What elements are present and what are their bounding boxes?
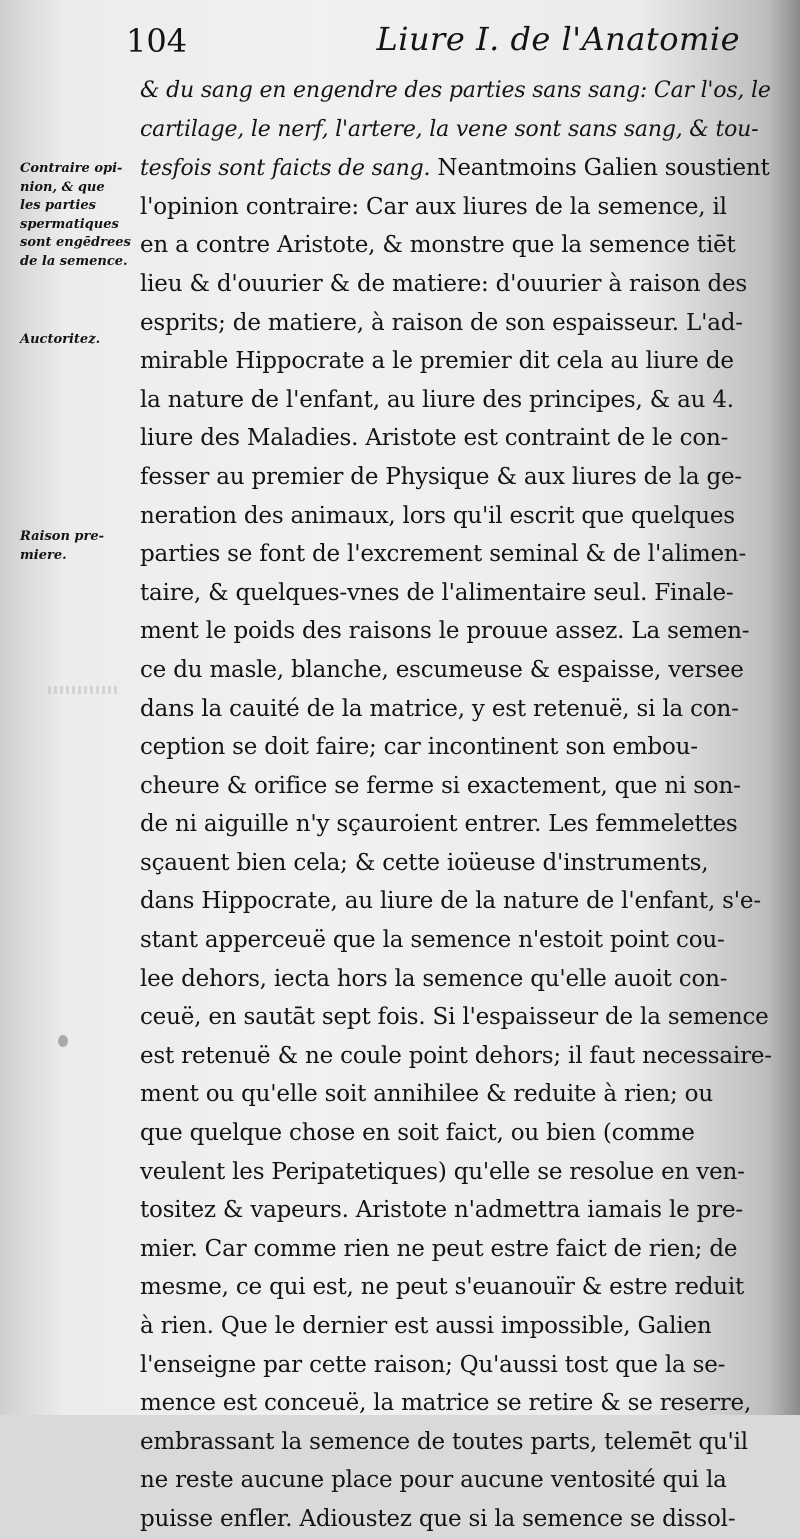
text-line: mesme, ce qui est, ne peut s'euanouïr & estre reduit: [140, 1274, 745, 1301]
text-line-roman-part: Neantmoins Galien soustient: [430, 155, 770, 182]
text-line: l'enseigne par cette raison; Qu'aussi tost que la se-: [140, 1351, 726, 1378]
text-line: à rien. Que le dernier est aussi impossible, Galien: [140, 1313, 712, 1339]
text-line: ment ou qu'elle soit annihilee & reduite à rien; ou: [140, 1081, 713, 1108]
margin-note-line: de la semence.: [20, 253, 128, 269]
page-header: [126, 18, 750, 58]
text-line: de ni aiguille n'y sçauroient entrer. Les femmelettes: [140, 811, 738, 838]
text-line: cartilage, le nerf, l'artere, la vene sont sans sang, & tou-: [140, 116, 759, 142]
text-line: embrassant la semence de toutes parts, telemēt qu'il: [140, 1428, 748, 1455]
margin-note-line: Contraire opi-: [20, 161, 123, 176]
text-line: sçauent bien cela; & cette ioüeuse d'instruments,: [140, 849, 709, 876]
text-line: l'opinion contraire: Car aux liures de la semence, il: [140, 193, 727, 220]
ink-smudge: [58, 1035, 68, 1047]
text-line: est retenuë & ne coule point dehors; il faut necessaire-: [140, 1042, 772, 1069]
margin-note-line: Raison pre-: [20, 529, 105, 544]
margin-note-line: miere.: [20, 547, 67, 563]
page-number: 104: [126, 22, 188, 60]
text-line: ment le poids des raisons le prouue assez. La semen-: [140, 618, 750, 645]
text-line: stant apperceuë que la semence n'estoit point cou-: [140, 927, 725, 954]
text-line: tositez & vapeurs. Aristote n'admettra iamais le pre-: [140, 1197, 743, 1224]
margin-note-line: sont engēdrees: [20, 235, 131, 250]
text-line: ceuë, en sautāt sept fois. Si l'espaisseur de la semence: [140, 1004, 769, 1031]
body-text: [140, 72, 772, 1539]
running-title: Liure I. de l'Anatomie: [376, 20, 740, 58]
text-line: ception se doit faire; car incontinent son embou-: [140, 734, 698, 761]
text-line: parties se font de l'excrement seminal & de l'alimen-: [140, 541, 747, 568]
margin-note-auctoritez: [20, 331, 100, 350]
text-line: ne reste aucune place pour aucune ventosité qui la: [140, 1467, 727, 1494]
text-line-italic-part: tesfois sont faicts de sang.: [140, 156, 431, 182]
text-line: & du sang en engendre des parties sans sang: Car l'os, le: [140, 78, 771, 103]
text-line: lee dehors, iecta hors la semence qu'elle auoit con-: [140, 965, 728, 992]
margin-note-line: Auctoritez.: [20, 332, 101, 347]
text-line: liure des Maladies. Aristote est contraint de le con-: [140, 425, 729, 452]
margin-note-line: les parties: [20, 198, 96, 213]
text-line: que quelque chose en soit faict, ou bien (comme: [140, 1120, 695, 1147]
text-line: [140, 149, 770, 188]
text-line: lieu & d'ouurier & de matiere: d'ouurier à raison des: [140, 270, 748, 297]
text-line: dans Hippocrate, au liure de la nature de l'enfant, s'e-: [140, 888, 761, 915]
text-line: mence est conceuë, la matrice se retire & se reserre,: [140, 1390, 752, 1417]
show-through-mark: [48, 686, 118, 694]
margin-note-contraire-opinion: [20, 160, 131, 271]
text-line: en a contre Aristote, & monstre que la semence tiēt: [140, 232, 736, 259]
text-line: fesser au premier de Physique & aux liures de la ge-: [140, 463, 743, 490]
text-line: mirable Hippocrate a le premier dit cela au liure de: [140, 348, 734, 375]
text-line: ce du masle, blanche, escumeuse & espaisse, versee: [140, 656, 744, 683]
margin-note-raison-premiere: [20, 528, 104, 565]
text-line: taire, & quelques-vnes de l'alimentaire seul. Finale-: [140, 579, 734, 606]
text-line: esprits; de matiere, à raison de son espaisseur. L'ad-: [140, 309, 743, 336]
text-line: veulent les Peripatetiques) qu'elle se resolue en ven-: [140, 1158, 745, 1185]
text-line: puisse enfler. Adioustez que si la semence se dissol-: [140, 1505, 736, 1532]
margin-note-line: nion, & que: [20, 179, 105, 195]
text-line: la nature de l'enfant, au liure des principes, & au 4.: [140, 386, 734, 413]
text-line: neration des animaux, lors qu'il escrit que quelques: [140, 502, 735, 529]
text-line: dans la cauité de la matrice, y est retenuë, si la con-: [140, 695, 739, 722]
margin-note-line: spermatiques: [20, 216, 119, 232]
text-line: cheure & orifice se ferme si exactement, que ni son-: [140, 772, 741, 799]
text-line: mier. Car comme rien ne peut estre faict de rien; de: [140, 1235, 738, 1262]
